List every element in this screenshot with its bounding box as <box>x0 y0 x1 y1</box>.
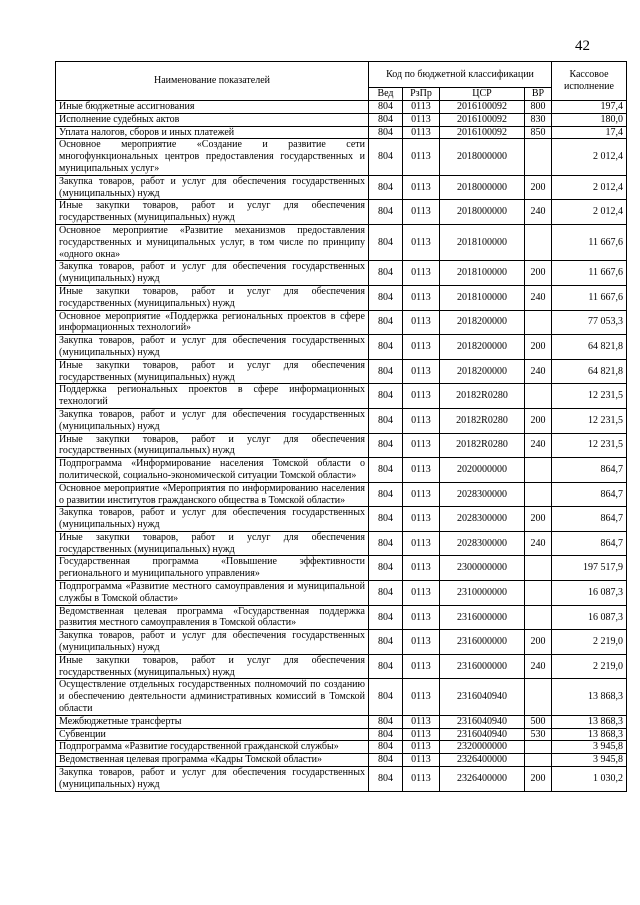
table-row <box>56 556 627 581</box>
row-name: Основное мероприятие «Создание и развитие сети многофункциональных центров предоставления государственных и муниципальных услуг» <box>56 139 369 175</box>
table-row <box>56 384 627 409</box>
row-name: Иные закупки товаров, работ и услуг для обеспечения государственных (муниципальных) нужд <box>56 654 369 679</box>
row-rzpr: 0113 <box>403 335 440 360</box>
row-name: Иные закупки товаров, работ и услуг для обеспечения государственных (муниципальных) нужд <box>56 200 369 225</box>
budget-table <box>55 61 627 792</box>
row-rzpr: 0113 <box>403 359 440 384</box>
row-ved: 804 <box>369 101 403 114</box>
row-vr <box>525 482 552 507</box>
header-vr: ВР <box>525 88 552 101</box>
row-amount: 13 868,3 <box>552 728 627 741</box>
row-rzpr: 0113 <box>403 285 440 310</box>
table-row <box>56 728 627 741</box>
row-amount: 1 030,2 <box>552 767 627 792</box>
row-csr: 2310000000 <box>440 581 525 606</box>
row-csr: 2018100000 <box>440 261 525 286</box>
row-vr: 500 <box>525 715 552 728</box>
row-amount: 3 945,8 <box>552 754 627 767</box>
row-name: Уплата налогов, сборов и иных платежей <box>56 126 369 139</box>
row-ved: 804 <box>369 507 403 532</box>
row-name: Поддержка региональных проектов в сфере информационных технологий <box>56 384 369 409</box>
row-name: Осуществление отдельных государственных полномочий по созданию и обеспечению деятельности административных комиссий в Томской области <box>56 679 369 715</box>
row-name: Межбюджетные трансферты <box>56 715 369 728</box>
row-amount: 16 087,3 <box>552 605 627 630</box>
row-csr: 20182R0280 <box>440 408 525 433</box>
row-name: Закупка товаров, работ и услуг для обеспечения государственных (муниципальных) нужд <box>56 507 369 532</box>
table-row <box>56 715 627 728</box>
row-rzpr: 0113 <box>403 728 440 741</box>
row-rzpr: 0113 <box>403 200 440 225</box>
row-ved: 804 <box>369 261 403 286</box>
row-vr: 240 <box>525 285 552 310</box>
row-csr: 2316000000 <box>440 605 525 630</box>
table-body <box>56 101 627 792</box>
row-vr: 240 <box>525 531 552 556</box>
row-vr: 200 <box>525 261 552 286</box>
row-ved: 804 <box>369 728 403 741</box>
row-ved: 804 <box>369 556 403 581</box>
row-rzpr: 0113 <box>403 139 440 175</box>
table-row <box>56 433 627 458</box>
table-row <box>56 175 627 200</box>
row-rzpr: 0113 <box>403 126 440 139</box>
row-rzpr: 0113 <box>403 384 440 409</box>
row-name: Закупка товаров, работ и услуг для обеспечения государственных (муниципальных) нужд <box>56 175 369 200</box>
row-csr: 2326400000 <box>440 754 525 767</box>
row-rzpr: 0113 <box>403 433 440 458</box>
row-vr <box>525 384 552 409</box>
row-csr: 2018100000 <box>440 224 525 260</box>
row-amount: 2 219,0 <box>552 630 627 655</box>
row-ved: 804 <box>369 139 403 175</box>
row-name: Закупка товаров, работ и услуг для обеспечения государственных (муниципальных) нужд <box>56 408 369 433</box>
row-name: Закупка товаров, работ и услуг для обеспечения государственных (муниципальных) нужд <box>56 767 369 792</box>
row-csr: 2028300000 <box>440 482 525 507</box>
row-vr: 200 <box>525 767 552 792</box>
row-ved: 804 <box>369 126 403 139</box>
row-name: Ведомственная целевая программа «Государственная поддержка развития местного самоуправления в Томской области» <box>56 605 369 630</box>
table-row <box>56 458 627 483</box>
row-name: Иные закупки товаров, работ и услуг для обеспечения государственных (муниципальных) нужд <box>56 359 369 384</box>
row-name: Иные закупки товаров, работ и услуг для обеспечения государственных (муниципальных) нужд <box>56 285 369 310</box>
row-name: Субвенции <box>56 728 369 741</box>
row-amount: 864,7 <box>552 482 627 507</box>
row-csr: 2018200000 <box>440 335 525 360</box>
row-name: Закупка товаров, работ и услуг для обеспечения государственных (муниципальных) нужд <box>56 261 369 286</box>
row-amount: 2 012,4 <box>552 175 627 200</box>
row-vr: 830 <box>525 113 552 126</box>
table-row <box>56 113 627 126</box>
row-ved: 804 <box>369 654 403 679</box>
row-ved: 804 <box>369 335 403 360</box>
row-ved: 804 <box>369 408 403 433</box>
row-csr: 2018000000 <box>440 175 525 200</box>
header-rzpr: РзПр <box>403 88 440 101</box>
table-row <box>56 359 627 384</box>
row-amount: 11 667,6 <box>552 285 627 310</box>
table-row <box>56 335 627 360</box>
row-vr: 530 <box>525 728 552 741</box>
row-csr: 2016100092 <box>440 126 525 139</box>
row-amount: 13 868,3 <box>552 679 627 715</box>
row-ved: 804 <box>369 384 403 409</box>
row-amount: 2 012,4 <box>552 200 627 225</box>
row-vr <box>525 310 552 335</box>
row-rzpr: 0113 <box>403 715 440 728</box>
row-vr: 240 <box>525 200 552 225</box>
row-rzpr: 0113 <box>403 261 440 286</box>
row-ved: 804 <box>369 754 403 767</box>
row-rzpr: 0113 <box>403 507 440 532</box>
row-rzpr: 0113 <box>403 224 440 260</box>
row-amount: 64 821,8 <box>552 359 627 384</box>
row-csr: 2316000000 <box>440 654 525 679</box>
row-amount: 12 231,5 <box>552 433 627 458</box>
row-csr: 2316000000 <box>440 630 525 655</box>
row-name: Иные бюджетные ассигнования <box>56 101 369 114</box>
row-ved: 804 <box>369 581 403 606</box>
header-csr: ЦСР <box>440 88 525 101</box>
row-name: Подпрограмма «Информирование населения Томской области о политической, социально-экономической ситуации Томской области» <box>56 458 369 483</box>
row-rzpr: 0113 <box>403 113 440 126</box>
row-amount: 197 517,9 <box>552 556 627 581</box>
row-amount: 17,4 <box>552 126 627 139</box>
row-csr: 2020000000 <box>440 458 525 483</box>
row-rzpr: 0113 <box>403 679 440 715</box>
row-amount: 864,7 <box>552 507 627 532</box>
row-ved: 804 <box>369 113 403 126</box>
row-amount: 2 012,4 <box>552 139 627 175</box>
page-number: 42 <box>575 38 590 54</box>
table-row <box>56 507 627 532</box>
row-ved: 804 <box>369 359 403 384</box>
table-row <box>56 408 627 433</box>
row-csr: 2016100092 <box>440 101 525 114</box>
table-row <box>56 261 627 286</box>
row-ved: 804 <box>369 175 403 200</box>
header-code-group: Код по бюджетной классификации <box>369 62 552 88</box>
row-name: Государственная программа «Повышение эффективности регионального и муниципального управления» <box>56 556 369 581</box>
row-rzpr: 0113 <box>403 482 440 507</box>
row-csr: 2320000000 <box>440 741 525 754</box>
row-amount: 197,4 <box>552 101 627 114</box>
row-name: Основное мероприятие «Мероприятия по информированию населения о развитии институтов гражданского общества в Томской области» <box>56 482 369 507</box>
row-rzpr: 0113 <box>403 175 440 200</box>
row-csr: 2018000000 <box>440 200 525 225</box>
row-csr: 2018000000 <box>440 139 525 175</box>
table-header <box>56 62 627 101</box>
row-rzpr: 0113 <box>403 767 440 792</box>
row-rzpr: 0113 <box>403 581 440 606</box>
row-name: Подпрограмма «Развитие местного самоуправления и муниципальной службы в Томской области» <box>56 581 369 606</box>
row-vr: 200 <box>525 408 552 433</box>
row-rzpr: 0113 <box>403 741 440 754</box>
row-ved: 804 <box>369 741 403 754</box>
row-vr: 240 <box>525 433 552 458</box>
row-ved: 804 <box>369 458 403 483</box>
row-vr: 200 <box>525 175 552 200</box>
table-row <box>56 126 627 139</box>
row-vr <box>525 754 552 767</box>
row-csr: 2316040940 <box>440 715 525 728</box>
row-rzpr: 0113 <box>403 458 440 483</box>
table-row <box>56 310 627 335</box>
row-csr: 2300000000 <box>440 556 525 581</box>
row-rzpr: 0113 <box>403 531 440 556</box>
row-rzpr: 0113 <box>403 754 440 767</box>
row-ved: 804 <box>369 285 403 310</box>
table-row <box>56 654 627 679</box>
row-vr: 200 <box>525 630 552 655</box>
row-amount: 3 945,8 <box>552 741 627 754</box>
row-vr <box>525 679 552 715</box>
row-rzpr: 0113 <box>403 310 440 335</box>
row-amount: 11 667,6 <box>552 224 627 260</box>
table-row <box>56 285 627 310</box>
row-rzpr: 0113 <box>403 408 440 433</box>
table-row <box>56 531 627 556</box>
table-row <box>56 679 627 715</box>
row-csr: 2028300000 <box>440 531 525 556</box>
row-ved: 804 <box>369 679 403 715</box>
table-row <box>56 139 627 175</box>
row-name: Иные закупки товаров, работ и услуг для обеспечения государственных (муниципальных) нужд <box>56 531 369 556</box>
header-name: Наименование показателей <box>56 62 369 101</box>
row-ved: 804 <box>369 310 403 335</box>
row-vr: 800 <box>525 101 552 114</box>
row-vr: 850 <box>525 126 552 139</box>
row-csr: 2028300000 <box>440 507 525 532</box>
row-ved: 804 <box>369 482 403 507</box>
table-row <box>56 630 627 655</box>
row-csr: 2018200000 <box>440 310 525 335</box>
table-row <box>56 741 627 754</box>
row-amount: 64 821,8 <box>552 335 627 360</box>
row-rzpr: 0113 <box>403 605 440 630</box>
row-vr: 240 <box>525 359 552 384</box>
row-csr: 2018200000 <box>440 359 525 384</box>
row-amount: 180,0 <box>552 113 627 126</box>
row-vr <box>525 741 552 754</box>
row-vr: 200 <box>525 335 552 360</box>
row-amount: 16 087,3 <box>552 581 627 606</box>
row-name: Иные закупки товаров, работ и услуг для обеспечения государственных (муниципальных) нужд <box>56 433 369 458</box>
row-amount: 2 219,0 <box>552 654 627 679</box>
header-kassa: Кассовое исполнение <box>552 62 627 101</box>
header-ved: Вед <box>369 88 403 101</box>
row-csr: 2016100092 <box>440 113 525 126</box>
row-amount: 11 667,6 <box>552 261 627 286</box>
row-csr: 20182R0280 <box>440 384 525 409</box>
table-row <box>56 581 627 606</box>
row-vr: 240 <box>525 654 552 679</box>
row-vr <box>525 581 552 606</box>
row-name: Закупка товаров, работ и услуг для обеспечения государственных (муниципальных) нужд <box>56 630 369 655</box>
row-vr: 200 <box>525 507 552 532</box>
row-csr: 2018100000 <box>440 285 525 310</box>
table-row <box>56 200 627 225</box>
row-name: Ведомственная целевая программа «Кадры Томской области» <box>56 754 369 767</box>
table-row <box>56 767 627 792</box>
table-row <box>56 224 627 260</box>
row-ved: 804 <box>369 605 403 630</box>
row-vr <box>525 458 552 483</box>
row-rzpr: 0113 <box>403 630 440 655</box>
row-amount: 12 231,5 <box>552 384 627 409</box>
row-amount: 77 053,3 <box>552 310 627 335</box>
row-ved: 804 <box>369 200 403 225</box>
row-csr: 2326400000 <box>440 767 525 792</box>
row-ved: 804 <box>369 433 403 458</box>
row-amount: 13 868,3 <box>552 715 627 728</box>
row-rzpr: 0113 <box>403 654 440 679</box>
row-amount: 864,7 <box>552 458 627 483</box>
row-csr: 2316040940 <box>440 728 525 741</box>
row-ved: 804 <box>369 767 403 792</box>
row-vr <box>525 605 552 630</box>
row-amount: 864,7 <box>552 531 627 556</box>
table-row <box>56 754 627 767</box>
row-name: Основное мероприятие «Поддержка региональных проектов в сфере информационных технологий» <box>56 310 369 335</box>
row-vr <box>525 224 552 260</box>
row-name: Исполнение судебных актов <box>56 113 369 126</box>
table-row <box>56 482 627 507</box>
row-csr: 2316040940 <box>440 679 525 715</box>
row-ved: 804 <box>369 224 403 260</box>
row-vr <box>525 139 552 175</box>
row-amount: 12 231,5 <box>552 408 627 433</box>
row-name: Закупка товаров, работ и услуг для обеспечения государственных (муниципальных) нужд <box>56 335 369 360</box>
row-rzpr: 0113 <box>403 556 440 581</box>
row-name: Основное мероприятие «Развитие механизмов предоставления государственных и муниципальных услуг, в том числе по принципу «одного окна» <box>56 224 369 260</box>
row-csr: 20182R0280 <box>440 433 525 458</box>
row-ved: 804 <box>369 630 403 655</box>
row-ved: 804 <box>369 531 403 556</box>
table-row <box>56 605 627 630</box>
row-vr <box>525 556 552 581</box>
row-rzpr: 0113 <box>403 101 440 114</box>
row-ved: 804 <box>369 715 403 728</box>
row-name: Подпрограмма «Развитие государственной гражданской службы» <box>56 741 369 754</box>
table-row <box>56 101 627 114</box>
